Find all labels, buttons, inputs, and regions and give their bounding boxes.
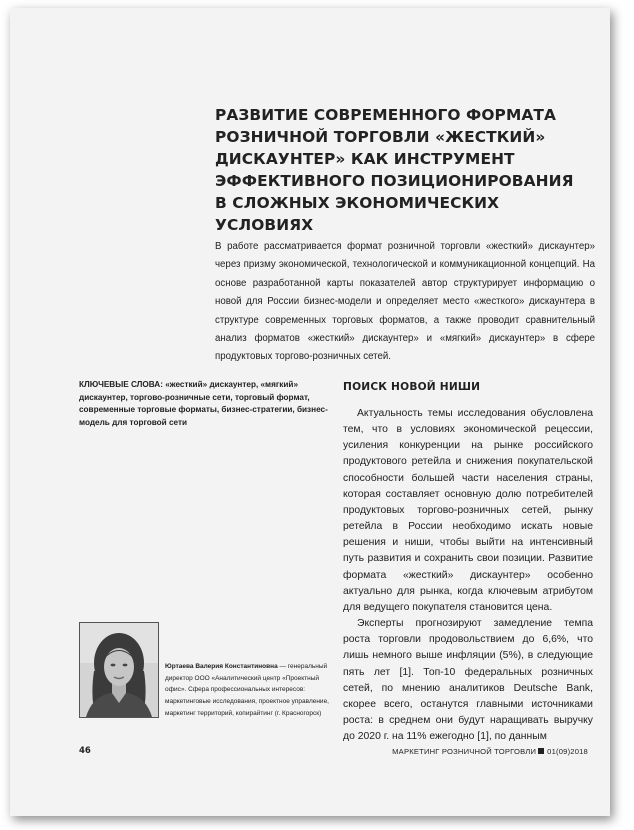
author-photo — [79, 622, 159, 718]
running-footer — [392, 747, 588, 756]
journal-page — [10, 8, 610, 816]
square-separator-icon — [538, 748, 544, 754]
keywords: КЛЮЧЕВЫЕ СЛОВА: «жесткий» дискаунтер, «мягкий» дискаунтер, торгово-розничные сети, торговый формат, современные торговые форматы, бизнес-стратегии, бизнес-модель для торговой сети — [79, 380, 328, 427]
page-number: 46 — [79, 746, 91, 756]
body-paragraph: Актуальность темы исследования обусловлена тем, что в условиях экономической рецессии, усиления конкуренции на рынке российского продуктового ретейла и снижения покупательской способности большей части населения страны, которая составляет основную долю потребителей продуктовых торгово-розничных сетей, рынку ретейла в России необходимо искать новые решения и ниши, чтобы выйти на интенсивный путь развития и сохранить свои позиции. Развитие формата «жесткий» дискаунтер» особенно актуально для рынка, когда ключевым атрибутом для ведущего покупателя становится цена. — [343, 408, 593, 613]
body-paragraph: Эксперты прогнозируют замедление темпа роста торговли продовольствием до 6,6%, что лишь немного выше инфляции (5%), в следующие пять лет [1]. Топ-10 федеральных розничных сетей, по мнению аналитиков Deutsche Bank, скорее всего, останутся главными источниками роста: в среднем они будут наращивать выручку до 2020 г. на 11% ежегодно [1], по данным — [343, 618, 593, 743]
article-abstract: В работе рассматривается формат розничной торговли «жесткий» дискаунтер» через призму экономической, технологической и коммуникационной концепций. На основе разработанной карты показателей автор структурирует информацию о новой для России бизнес-модели и определяет место «жесткого» дискаунтера в структуре современных торговых форматов, а также проводит сравнительный анализ форматов «жесткий» дискаунтер» и «мягкий» дискаунтер» в сфере продуктовых торгово-розничных сетей. — [215, 241, 595, 363]
author-bio — [165, 661, 330, 720]
journal-name: МАРКЕТИНГ РОЗНИЧНОЙ ТОРГОВЛИ — [392, 747, 537, 756]
author-name: Юртаева Валерия Константиновна — [165, 663, 278, 670]
author-portrait-image — [80, 623, 158, 717]
author-description: — генеральный директор ООО «Аналитический центр «Проектный офис». Сфера профессиональных интересов: маркетинговые исследования, проектное управление, маркетинг территорий, копирайтинг (г. Красногорск) — [165, 663, 329, 717]
article-title: РАЗВИТИЕ СОВРЕМЕННОГО ФОРМАТА РОЗНИЧНОЙ ТОРГОВЛИ «ЖЕСТКИЙ» ДИСКАУНТЕР» КАК ИНСТРУМЕНТ ЭФФЕКТИВНОГО ПОЗИЦИОНИРОВАНИЯ В СЛОЖНЫХ ЭКОНОМИЧЕСКИХ УСЛОВИЯХ — [215, 106, 574, 234]
body-text — [343, 406, 593, 745]
section-heading: ПОИСК НОВОЙ НИШИ — [343, 381, 481, 393]
journal-issue: 01(09)2018 — [547, 747, 588, 756]
